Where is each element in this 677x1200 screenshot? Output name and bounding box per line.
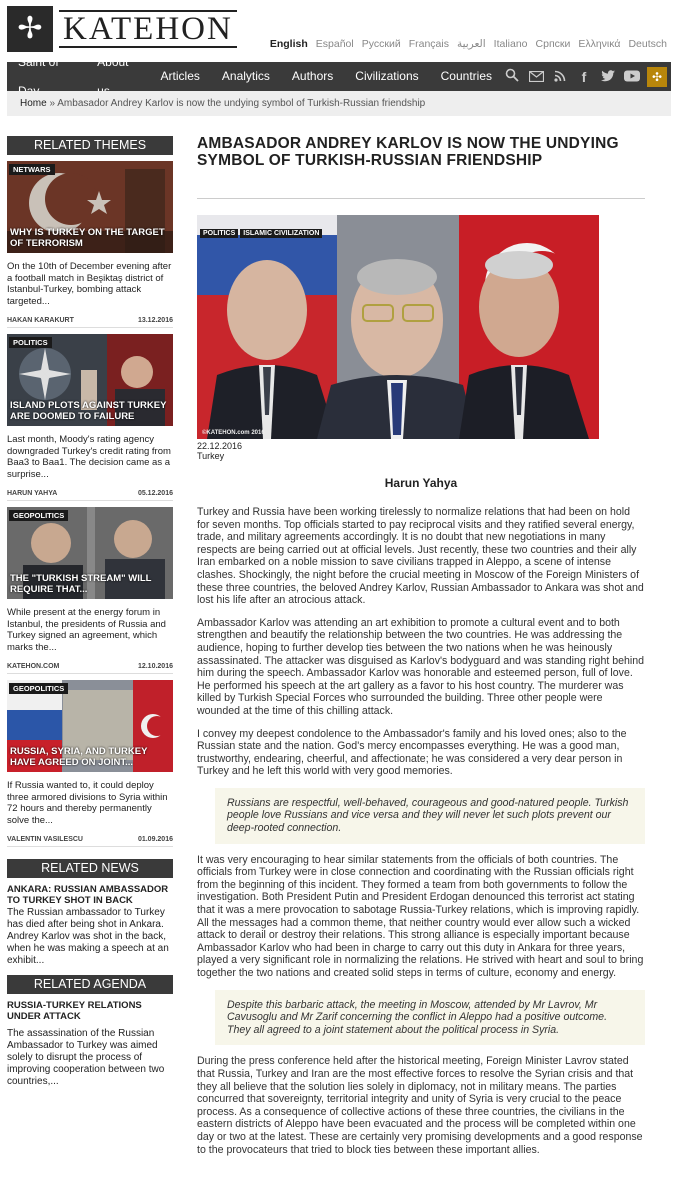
language-switcher <box>270 38 667 50</box>
article <box>197 135 645 1156</box>
card-excerpt: While present at the energy forum in Istanbul, the presidents of Russia and Turkey signed an agreement, which marks the... <box>7 607 166 653</box>
theme-card[interactable] <box>7 680 173 847</box>
lang-arabic[interactable]: العربية <box>456 38 486 50</box>
card-date: 05.12.2016 <box>137 490 173 497</box>
article-quote: Russians are respectful, well-behaved, courageous and good-natured people. Turkish people love Russians and vice versa and they will never let such plots prevent our deep-rooted connection. <box>215 788 645 844</box>
card-excerpt: On the 10th of December evening after a football match in Beşiktaş district of Istanbul-Turkey, bombing attack targeted... <box>7 261 172 307</box>
related-agenda-heading: RELATED AGENDA <box>7 975 173 994</box>
logo-text: KATEHON <box>59 10 237 48</box>
card-author[interactable]: VALENTIN VASILESCU <box>7 836 83 843</box>
article-paragraph: Turkey and Russia have been working tirelessly to normalize relations that had been on hold for seven months. Top officials started to pay reciprocal visits and they ratified several energy, trade, and military agreements accordingly. It is no doubt that new negotiations in many respects are being carried out at official levels. Just recently, these two countries and their ally Iran embarked on a noble mission to save civilians trapped in Aleppo, a scene of intense clashes. Shockingly, the night before the crucial meeting in Moscow of the Foreign Ministers of these three countries, the beloved Andrey Karlov, Russian Ambassador to Ankara was shot and lost his life after an atrocious attack. <box>197 506 644 607</box>
article-date: 22.12.2016 <box>197 441 243 451</box>
card-tag: GEOPOLITICS <box>9 510 68 521</box>
nav-authors[interactable]: Authors <box>291 69 334 83</box>
hero-tag-islamic-civilization[interactable]: ISLAMIC CIVILIZATION <box>240 229 322 238</box>
card-title[interactable]: THE "TURKISH STREAM" WILL REQUIRE THAT... <box>10 573 152 595</box>
article-quote: Despite this barbaric attack, the meeting in Moscow, attended by Mr Lavrov, Mr Cavusoglu and Mr Zarif concerning the conflict in Aleppo had a positive outcome. They all agreed to a joint statement about the political process in Syria. <box>215 990 645 1046</box>
lang-german[interactable]: Deutsch <box>628 38 667 50</box>
article-title: AMBASADOR ANDREY KARLOV IS NOW THE UNDYING SYMBOL OF TURKISH-RUSSIAN FRIENDSHIP <box>197 135 619 169</box>
lang-greek[interactable]: Ελληνικά <box>578 38 621 50</box>
theme-card-image[interactable] <box>7 507 173 599</box>
related-themes-heading: RELATED THEMES <box>7 136 173 155</box>
card-meta <box>7 836 173 847</box>
theme-card-image[interactable] <box>7 161 173 253</box>
breadcrumb <box>7 91 671 116</box>
related-news-excerpt: The Russian ambassador to Turkey has died after being shot in Ankara. Andrey Karlov was shot in the back, when he was making a speech at an exhibit... <box>7 907 169 966</box>
theme-card-image[interactable] <box>7 680 173 772</box>
article-category[interactable]: Turkey <box>197 451 225 461</box>
theme-card[interactable] <box>7 507 173 674</box>
card-author[interactable]: HAKAN KARAKURT <box>7 317 74 324</box>
nav-countries[interactable]: Countries <box>440 69 492 83</box>
sidebar <box>7 136 173 1096</box>
hero-tag-politics[interactable]: POLITICS <box>200 229 238 238</box>
lang-spanish[interactable]: Español <box>315 38 354 50</box>
card-title[interactable]: WHY IS TURKEY ON THE TARGET OF TERRORISM <box>10 227 165 249</box>
card-tag: NETWARS <box>9 164 55 175</box>
card-title[interactable]: ISLAND PLOTS AGAINST TURKEY ARE DOOMED TO FAILURE <box>10 400 167 422</box>
nav-saint-of-day[interactable]: Saint of <box>18 54 59 69</box>
card-meta <box>7 490 173 501</box>
twitter-icon[interactable] <box>599 69 617 85</box>
nav-icons <box>503 67 671 87</box>
site-logo[interactable] <box>7 6 237 52</box>
lang-french[interactable]: Français <box>408 38 449 50</box>
article-paragraph: During the press conference held after the historical meeting, Foreign Minister Lavrov stated that Russia, Turkey and Iran are the most effective forces to resolve the Syrian crisis and that they all believe that the solution lies solely in diplomacy, not in military means. The parties concurred that sovereignty, territorial integrity and unity of Syria is very crucial to the peace process. As a consequence of collective actions of these three countries, the civilians in the eastern districts of Aleppo have been evacuated and the process will be completed within one day or two at the latest. These are certainly very promising developments and a good response to the provocateurs that tried to block ties between these important allies. <box>197 1055 643 1156</box>
lang-english[interactable]: English <box>269 38 308 50</box>
nav-about-us[interactable]: About <box>97 54 129 69</box>
article-author[interactable]: Harun Yahya <box>384 476 458 490</box>
article-paragraph: It was very encouraging to hear similar statements from the officials of both countries. The officials from Turkey were in close connection and coordinating with the Russian officials right from the beginning of this incident. They formed a team from both governments to follow the investigation. Both President Putin and President Erdogan denounced this terrorist act stating that it was a mere provocation to sabotage Russia-Turkey relations, which is improving rapidly. All the messages had a common theme, that neither country would ever allow such a wicked attack to derail or destroy their relations. This strong alliance is especially important because Ambassador Karlov who had been in charge to carry out this duty in Ankara for three years, played a very significant role in normalizing the relations. He strived with heart and soul to bring together the two nations and created solid steps in terms of culture, economy and energy. <box>197 853 644 979</box>
theme-card-image[interactable] <box>7 334 173 426</box>
related-news-title[interactable]: ANKARA: RUSSIAN AMBASSADOR TO TURKEY SHOT IN BACK <box>7 884 169 906</box>
card-excerpt: Last month, Moody's rating agency downgraded Turkey's credit rating from Baa3 to Baa1. The decision came as a surprise... <box>7 434 171 480</box>
lang-russian[interactable]: Русский <box>361 38 401 50</box>
card-meta <box>7 317 173 328</box>
card-date: 12.10.2016 <box>137 663 173 670</box>
mail-icon[interactable] <box>527 69 545 85</box>
article-paragraph: I convey my deepest condolence to the Ambassador's family and his loved ones; also to the Russian state and the nation. God's mercy encompasses everything. He was a good man, trustworthy, endearing, cheerful, and affectionate; he was considered a very dear person in Turkey and he left this world with very good memories. <box>197 727 627 778</box>
theme-card[interactable] <box>7 161 173 328</box>
main-nav <box>7 54 671 91</box>
lang-italian[interactable]: Italiano <box>493 38 528 50</box>
search-icon[interactable] <box>503 68 521 85</box>
title-divider <box>197 198 645 199</box>
rss-icon[interactable] <box>551 69 569 85</box>
card-date: 01.09.2016 <box>137 836 173 843</box>
card-tag: POLITICS <box>9 337 52 348</box>
related-news-heading: RELATED NEWS <box>7 859 173 878</box>
breadcrumb-current: Ambasador Andrey Karlov is now the undying symbol of Turkish-Russian friendship <box>57 98 426 109</box>
nav-analytics[interactable]: Analytics <box>221 69 270 83</box>
card-author[interactable]: KATEHON.COM <box>7 663 60 670</box>
nav-civilizations[interactable]: Civilizations <box>355 69 419 83</box>
breadcrumb-home[interactable]: Home <box>20 98 47 109</box>
article-hero-image[interactable] <box>197 215 599 439</box>
hero-tags <box>200 229 322 238</box>
facebook-icon[interactable]: f <box>581 68 587 85</box>
logo-cross-icon: ✢ <box>7 6 53 52</box>
lang-serbian[interactable]: Српски <box>535 38 571 50</box>
card-tag: GEOPOLITICS <box>9 683 68 694</box>
breadcrumb-separator: » <box>49 98 56 109</box>
related-agenda-excerpt: The assassination of the Russian Ambassador to Turkey was aimed solely to disrupt the process of improving cooperation between two countries,... <box>7 1028 165 1087</box>
nav-articles[interactable]: Articles <box>160 69 200 83</box>
article-paragraph: Ambassador Karlov was attending an art exhibition to promote a cultural event and to both strengthen and beautify the relationship between the two countries. He was addressing the audience, hoping to further develop ties between the two nations when he was heinously assassinated. The attacker was disguised as Karlov's bodyguard and was standing right behind him during the speech. Ambassador Karlov was honorable and esteemed person, full of love. He performed his speech at the art gallery as a favor to his host country. The murderer was killed by Turkish Special Forces who surrounded the building. Three other people were wounded at the time of this chilling attack. <box>197 616 645 717</box>
card-date: 13.12.2016 <box>137 317 173 324</box>
image-credit: ©KATEHON.com 2016 <box>202 430 265 436</box>
card-meta <box>7 663 173 674</box>
katehon-icon[interactable]: ✣ <box>647 67 667 87</box>
card-author[interactable]: HARUN YAHYA <box>7 490 58 497</box>
card-excerpt: If Russia wanted to, it could deploy three armored divisions to Syria within 72 hours and thereby permanently solve the... <box>7 780 168 826</box>
card-title[interactable]: RUSSIA, SYRIA, AND TURKEY HAVE AGREED ON JOINT... <box>10 746 148 768</box>
theme-card[interactable] <box>7 334 173 501</box>
youtube-icon[interactable] <box>623 69 641 85</box>
related-agenda-title[interactable]: RUSSIA-TURKEY RELATIONS UNDER ATTACK <box>7 1000 142 1022</box>
